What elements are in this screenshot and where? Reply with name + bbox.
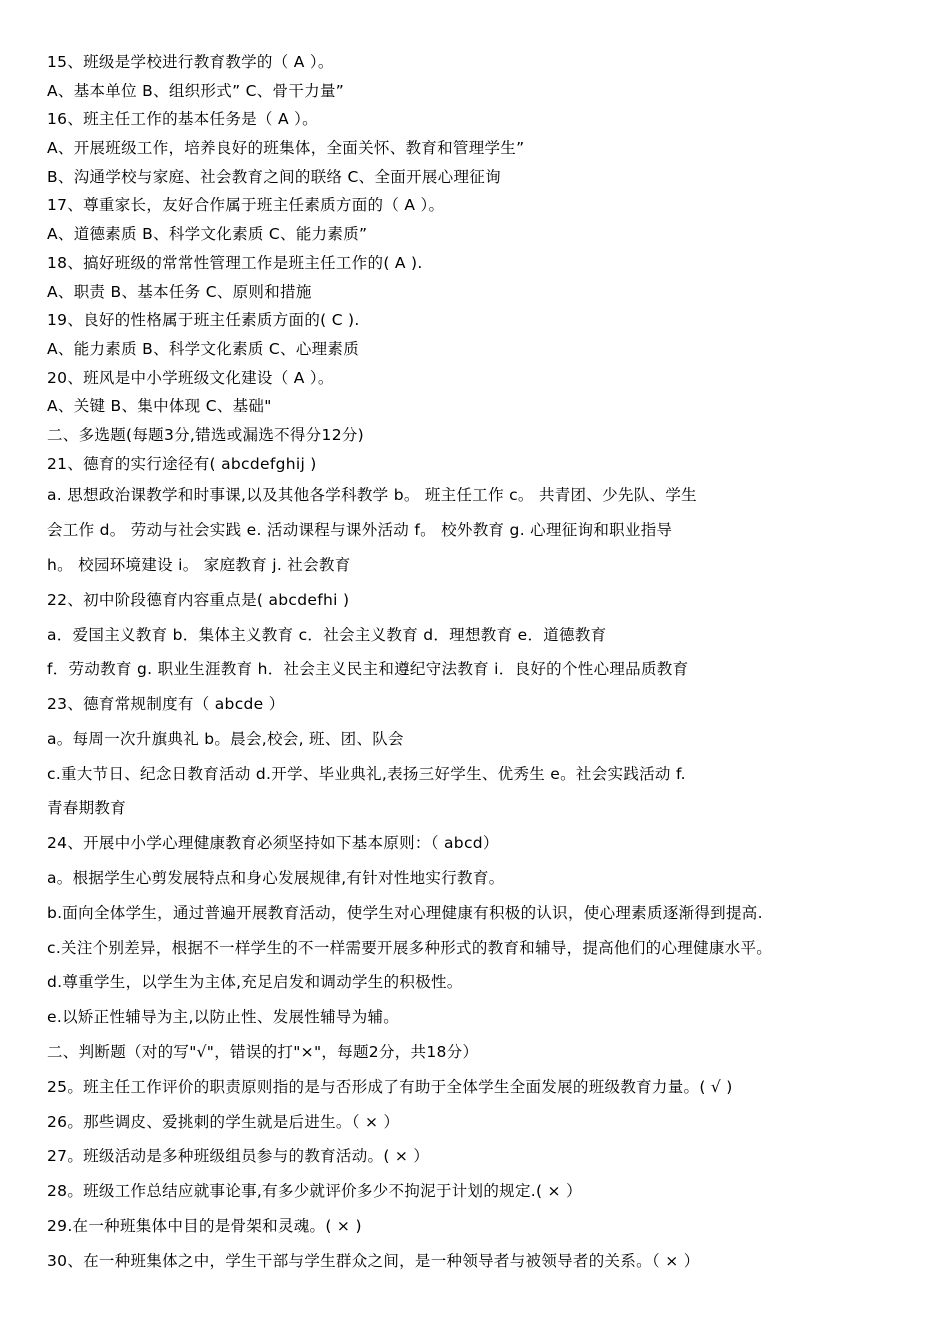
options-21-line-1: a. 思想政治课教学和时事课,以及其他各学科教学 b。 班主任工作 c。 共青团、少先队、学生 <box>47 486 697 505</box>
question-19: 19、良好的性格属于班主任素质方面的( C ). <box>47 311 360 330</box>
options-21-line-2: 会工作 d。 劳动与社会实践 e. 活动课程与课外活动 f。 校外教育 g. 心理征询和职业指导 <box>47 521 673 540</box>
options-16-a: A、开展班级工作，培养良好的班集体，全面关怀、教育和管理学生” <box>47 139 525 158</box>
options-24-b: b.面向全体学生，通过普遍开展教育活动，使学生对心理健康有积极的认识，使心理素质逐渐得到提高. <box>47 903 763 922</box>
options-23-line-1: a。每周一次升旗典礼 b。晨会,校会, 班、团、队会 <box>47 729 404 748</box>
options-21-line-3: h。 校园环境建设 i。 家庭教育 j. 社会教育 <box>47 555 351 574</box>
question-29: 29.在一种班集体中目的是骨架和灵魂。( × ) <box>47 1217 362 1236</box>
question-15: 15、班级是学校进行教育教学的（ A ）。 <box>47 53 334 71</box>
options-22-line-1: a．爱国主义教育 b．集体主义教育 c．社会主义教育 d．理想教育 e．道德教育 <box>47 625 607 644</box>
section-multiple-choice: 二、多选题(每题3分,错选或漏选不得分12分) <box>47 425 365 444</box>
options-22-line-2: f．劳动教育 g. 职业生涯教育 h．社会主义民主和遵纪守法教育 i．良好的个性心理品质教育 <box>47 660 689 679</box>
question-28: 28。班级工作总结应就事论事,有多少就评价多少不拘泥于计划的规定.( × ） <box>47 1182 582 1201</box>
options-18: A、职责 B、基本任务 C、原则和措施 <box>47 282 312 301</box>
question-26: 26。那些调皮、爱挑刺的学生就是后进生。（ × ） <box>47 1112 400 1131</box>
options-15: A、基本单位 B、组织形式” C、骨干力量” <box>47 81 345 100</box>
options-24-d: d.尊重学生，以学生为主体,充足启发和调动学生的积极性。 <box>47 973 463 992</box>
question-20: 20、班风是中小学班级文化建设（ A ）。 <box>47 368 334 387</box>
question-18: 18、搞好班级的常常性管理工作是班主任工作的( A ). <box>47 253 423 272</box>
section-true-false: 二、判断题（对的写"√"，错误的打"×"，每题2分，共18分） <box>47 1043 479 1062</box>
question-25: 25。班主任工作评价的职责原则指的是与否形成了有助于全体学生全面发展的班级教育力量。( √ ) <box>47 1077 733 1096</box>
options-17: A、道德素质 B、科学文化素质 C、能力素质” <box>47 225 368 244</box>
options-23-line-3: 青春期教育 <box>47 799 127 818</box>
question-22: 22、初中阶段德育内容重点是( abcdefhi ) <box>47 590 350 609</box>
question-23: 23、德育常规制度有（ abcde ） <box>47 695 285 714</box>
question-27: 27。班级活动是多种班级组员参与的教育活动。( × ） <box>47 1147 430 1166</box>
question-21: 21、德育的实行途径有( abcdefghij ) <box>47 454 317 473</box>
question-30: 30、在一种班集体之中，学生干部与学生群众之间，是一种领导者与被领导者的关系。（ × ） <box>47 1251 700 1270</box>
question-17: 17、尊重家长，友好合作属于班主任素质方面的（ A ）。 <box>47 196 445 215</box>
options-20: A、关键 B、集中体现 C、基础" <box>47 397 272 416</box>
document-body <box>47 48 907 1279</box>
options-19: A、能力素质 B、科学文化素质 C、心理素质 <box>47 339 360 358</box>
options-23-line-2: c.重大节日、纪念日教育活动 d.开学、毕业典礼,表扬三好学生、优秀生 e。社会实践活动 f. <box>47 764 686 783</box>
options-16-bc: B、沟通学校与家庭、社会教育之间的联络 C、全面开展心理征询 <box>47 167 501 186</box>
options-24-c: c.关注个别差异，根据不一样学生的不一样需要开展多种形式的教育和辅导，提高他们的心理健康水平。 <box>47 938 773 957</box>
options-24-a: a。根据学生心剪发展特点和身心发展规律,有针对性地实行教育。 <box>47 869 505 888</box>
options-24-e: e.以矫正性辅导为主,以防止性、发展性辅导为辅。 <box>47 1008 400 1027</box>
question-16: 16、班主任工作的基本任务是（ A ）。 <box>47 110 318 129</box>
question-24: 24、开展中小学心理健康教育必须坚持如下基本原则：（ abcd） <box>47 834 499 853</box>
